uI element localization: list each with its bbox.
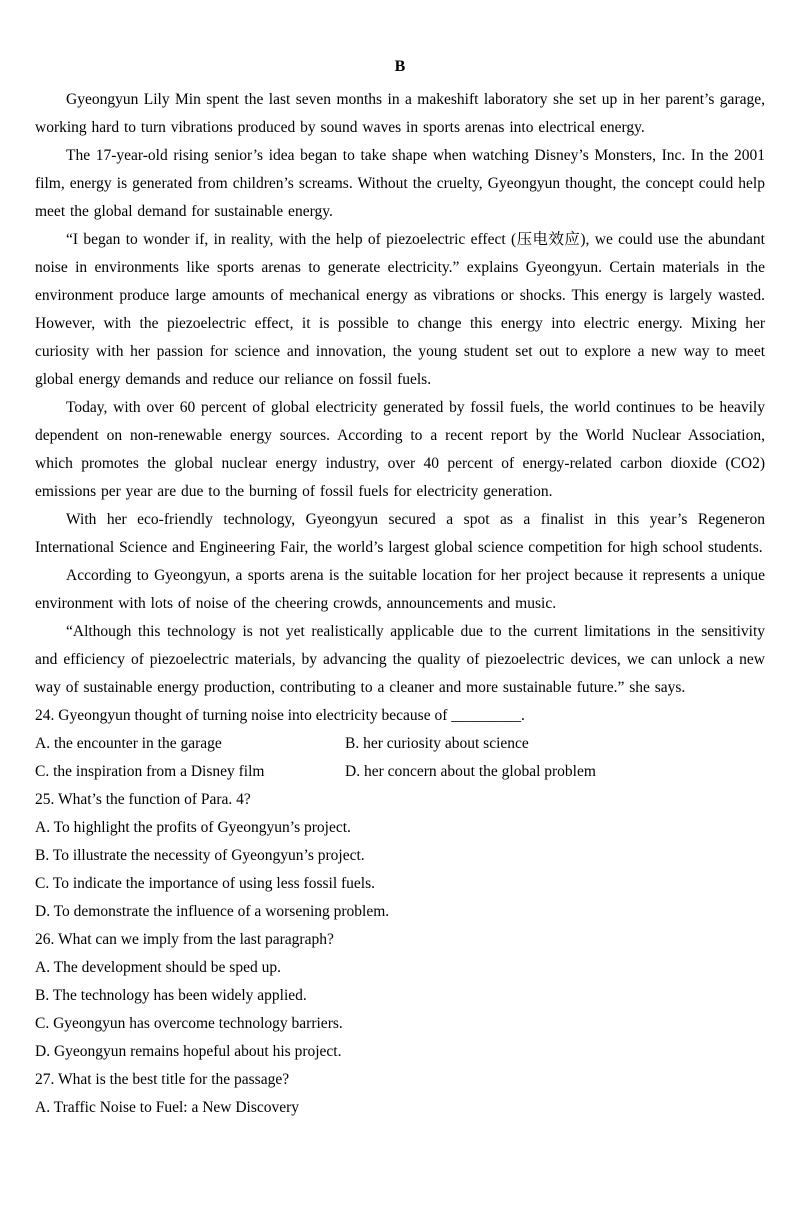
question-option: A. To highlight the profits of Gyeongyun’s project. <box>35 819 351 836</box>
question-option: D. her concern about the global problem <box>345 763 596 780</box>
paragraph: “I began to wonder if, in reality, with the help of piezoelectric effect (压电效应), we could use the abundant noise in environments like sports arenas to generate electricity.” explains Gyeongyun. Certain materials in the environment produce large amounts of mechanical energy as vibrations or shocks. This energy is largely wasted. However, with the piezoelectric effect, it is possible to change this energy into electric energy. Mixing her curiosity with her passion for science and innovation, the young student set out to explore a new way to meet global energy demands and reduce our reliance on fossil fuels. <box>35 231 765 388</box>
question-option: A. The development should be sped up. <box>35 959 281 976</box>
question-option: C. the inspiration from a Disney film <box>35 763 265 780</box>
paragraph: Today, with over 60 percent of global electricity generated by fossil fuels, the world continues to be heavily dependent on non-renewable energy sources. According to a recent report by the World Nuclear Association, which promotes the global nuclear energy industry, over 40 percent of energy-related carbon dioxide (CO2) emissions per year are due to the burning of fossil fuels for electricity generation. <box>35 399 765 500</box>
question-option: D. Gyeongyun remains hopeful about his project. <box>35 1043 342 1060</box>
question-option: B. The technology has been widely applied. <box>35 987 307 1004</box>
question-option: D. To demonstrate the influence of a worsening problem. <box>35 903 390 920</box>
question-stem: 25. What’s the function of Para. 4? <box>35 791 251 808</box>
question-option: A. Traffic Noise to Fuel: a New Discovery <box>35 1099 300 1116</box>
paragraph: “Although this technology is not yet realistically applicable due to the current limitations in the sensitivity and efficiency of piezoelectric materials, by advancing the quality of piezoelectric devices, we can unlock a new way of sustainable energy production, contributing to a cleaner and more sustainable future.” she says. <box>35 623 765 696</box>
question-block <box>35 926 765 1066</box>
question-stem: 26. What can we imply from the last paragraph? <box>35 931 334 948</box>
question-stem: 24. Gyeongyun thought of turning noise into electricity because of _________. <box>35 707 525 724</box>
question-block <box>35 1066 765 1122</box>
paragraph: The 17-year-old rising senior’s idea began to take shape when watching Disney’s Monsters, Inc. In the 2001 film, energy is generated from children’s screams. Without the cruelty, Gyeongyun thought, the concept could help meet the global demand for sustainable energy. <box>35 147 765 220</box>
question-option-row <box>35 730 765 758</box>
section-label: B <box>394 58 406 75</box>
paragraph: With her eco-friendly technology, Gyeongyun secured a spot as a finalist in this year’s Regeneron International Science and Engineering Fair, the world’s largest global science competition for high school students. <box>35 511 765 556</box>
question-option: B. To illustrate the necessity of Gyeongyun’s project. <box>35 847 365 864</box>
question-option: C. To indicate the importance of using less fossil fuels. <box>35 875 376 892</box>
question-option: A. the encounter in the garage <box>35 735 222 752</box>
paragraph: According to Gyeongyun, a sports arena is the suitable location for her project because it represents a unique environment with lots of noise of the cheering crowds, announcements and music. <box>35 567 765 612</box>
question-block <box>35 786 765 926</box>
question-stem: 27. What is the best title for the passage? <box>35 1071 290 1088</box>
paragraph: Gyeongyun Lily Min spent the last seven months in a makeshift laboratory she set up in her parent’s garage, working hard to turn vibrations produced by sound waves in sports arenas into electrical energy. <box>35 91 765 136</box>
question-option-row <box>35 758 765 786</box>
question-block <box>35 702 765 786</box>
question-option: B. her curiosity about science <box>345 735 529 752</box>
question-option: C. Gyeongyun has overcome technology barriers. <box>35 1015 343 1032</box>
